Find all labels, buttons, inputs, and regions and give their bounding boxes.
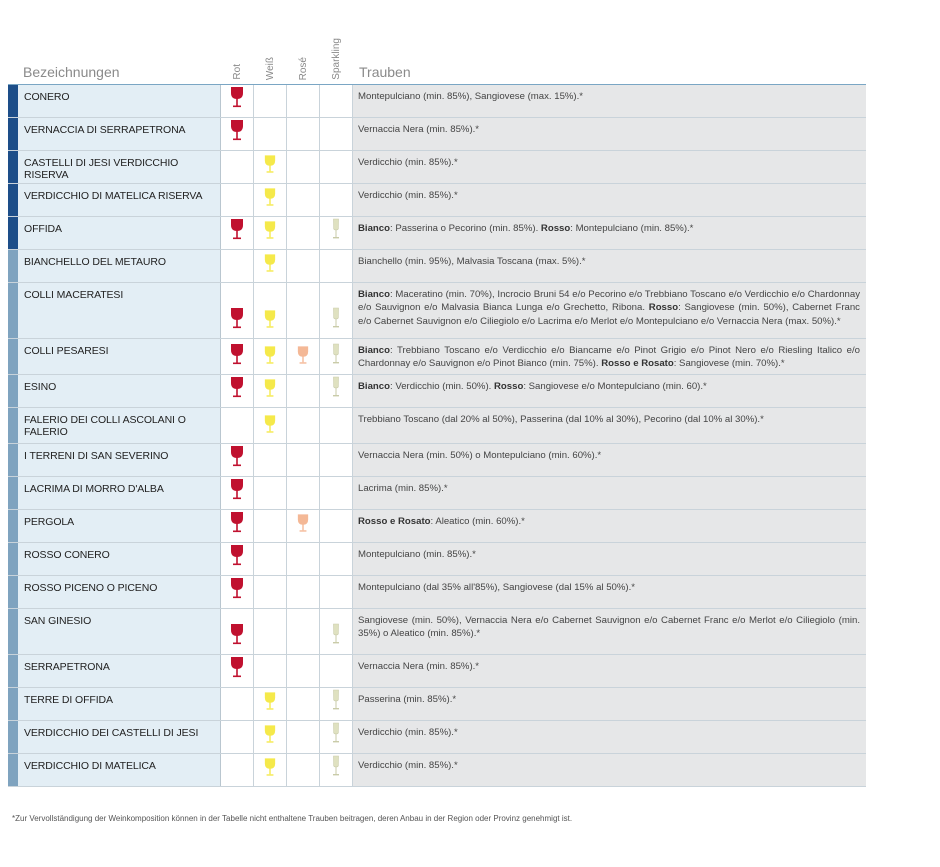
wine-name: PERGOLA <box>18 510 220 542</box>
table-row <box>8 217 866 250</box>
cell-rot <box>220 609 253 654</box>
rose-wine-glass-icon <box>297 513 309 538</box>
cell-rose <box>286 543 319 575</box>
cell-weiss <box>253 375 286 407</box>
rose-wine-glass-icon <box>297 345 309 370</box>
row-stripe <box>8 151 18 183</box>
cell-weiss <box>253 250 286 282</box>
grape-description <box>352 283 866 338</box>
grape-description <box>352 576 866 608</box>
wine-name: VERNACCIA DI SERRAPETRONA <box>18 118 220 150</box>
sparkling-wine-glass-icon <box>331 343 341 370</box>
red-wine-glass-icon <box>230 478 244 505</box>
cell-rose <box>286 754 319 786</box>
cell-sparkling <box>319 754 352 786</box>
table-row <box>8 151 866 184</box>
cell-weiss <box>253 408 286 443</box>
cell-weiss <box>253 576 286 608</box>
row-stripe <box>8 217 18 249</box>
grape-description <box>352 375 866 407</box>
table-row <box>8 339 866 375</box>
table-row <box>8 688 866 721</box>
cell-sparkling <box>319 655 352 687</box>
cell-weiss <box>253 721 286 753</box>
cell-rose <box>286 250 319 282</box>
grape-description <box>352 151 866 183</box>
row-stripe <box>8 339 18 374</box>
cell-sparkling <box>319 283 352 338</box>
grape-text: : Montepulciano (min. 85%).* <box>570 223 694 234</box>
grape-description <box>352 118 866 150</box>
row-stripe <box>8 184 18 216</box>
grape-description <box>352 408 866 443</box>
row-stripe <box>8 543 18 575</box>
row-stripe <box>8 655 18 687</box>
table-row <box>8 655 866 688</box>
white-wine-glass-icon <box>264 345 276 370</box>
cell-sparkling <box>319 721 352 753</box>
cell-rose <box>286 184 319 216</box>
cell-rose <box>286 609 319 654</box>
wine-name: BIANCHELLO DEL METAURO <box>18 250 220 282</box>
cell-rot <box>220 754 253 786</box>
white-wine-glass-icon <box>264 220 276 245</box>
red-wine-glass-icon <box>230 218 244 245</box>
cell-rose <box>286 375 319 407</box>
grape-description <box>352 217 866 249</box>
row-stripe <box>8 721 18 753</box>
grape-description <box>352 543 866 575</box>
row-stripe <box>8 477 18 509</box>
red-wine-glass-icon <box>230 307 244 334</box>
row-stripe <box>8 688 18 720</box>
table-header <box>8 28 866 84</box>
cell-sparkling <box>319 339 352 374</box>
table-row <box>8 375 866 408</box>
sparkling-wine-glass-icon <box>331 218 341 245</box>
table-row <box>8 721 866 754</box>
table-row <box>8 118 866 151</box>
wine-name: CONERO <box>18 85 220 117</box>
red-wine-glass-icon <box>230 119 244 146</box>
table-row <box>8 283 866 339</box>
cell-rot <box>220 339 253 374</box>
row-stripe <box>8 754 18 786</box>
row-stripe <box>8 85 18 117</box>
grape-text: Bianchello (min. 95%), Malvasia Toscana (max. 5%).* <box>358 256 586 267</box>
row-stripe <box>8 576 18 608</box>
wine-name: SAN GINESIO <box>18 609 220 654</box>
wine-name: VERDICCHIO DI MATELICA <box>18 754 220 786</box>
cell-sparkling <box>319 250 352 282</box>
sparkling-wine-glass-icon <box>331 755 341 782</box>
table-row <box>8 250 866 283</box>
red-wine-glass-icon <box>230 343 244 370</box>
header-rose: Rosé <box>298 56 309 80</box>
header-weiss: Weiß <box>265 56 276 80</box>
grape-description <box>352 184 866 216</box>
red-wine-glass-icon <box>230 577 244 604</box>
wine-type-label: Rosso <box>540 223 571 234</box>
grape-text: Verdicchio (min. 85%).* <box>358 727 458 738</box>
wine-name: ROSSO PICENO O PICENO <box>18 576 220 608</box>
cell-weiss <box>253 184 286 216</box>
cell-sparkling <box>319 510 352 542</box>
cell-rot <box>220 543 253 575</box>
grape-text: Verdicchio (min. 85%).* <box>358 760 458 771</box>
cell-weiss <box>253 510 286 542</box>
cell-rot <box>220 118 253 150</box>
cell-rose <box>286 721 319 753</box>
grape-text: Vernaccia Nera (min. 85%).* <box>358 124 480 135</box>
white-wine-glass-icon <box>264 691 276 716</box>
wine-name: LACRIMA DI MORRO D'ALBA <box>18 477 220 509</box>
cell-weiss <box>253 609 286 654</box>
wine-name: CASTELLI DI JESI VERDICCHIO RISERVA <box>18 151 220 183</box>
cell-sparkling <box>319 609 352 654</box>
wine-name: COLLI PESARESI <box>18 339 220 374</box>
grape-text: Montepulciano (min. 85%), Sangiovese (max. 15%).* <box>358 91 584 102</box>
header-bezeichnungen: Bezeichnungen <box>23 64 120 80</box>
grape-text: Vernaccia Nera (min. 50%) o Montepulciano (min. 60%).* <box>358 450 602 461</box>
grape-description <box>352 250 866 282</box>
cell-weiss <box>253 217 286 249</box>
grape-description <box>352 609 866 654</box>
cell-sparkling <box>319 217 352 249</box>
table-row <box>8 477 866 510</box>
grape-description <box>352 688 866 720</box>
wine-type-label: Bianco <box>358 345 390 356</box>
white-wine-glass-icon <box>264 757 276 782</box>
grape-description <box>352 721 866 753</box>
cell-sparkling <box>319 477 352 509</box>
grape-description <box>352 339 866 374</box>
cell-weiss <box>253 477 286 509</box>
grape-description <box>352 754 866 786</box>
table-row <box>8 408 866 444</box>
cell-rot <box>220 655 253 687</box>
cell-weiss <box>253 151 286 183</box>
sparkling-wine-glass-icon <box>331 307 341 334</box>
cell-sparkling <box>319 118 352 150</box>
cell-weiss <box>253 444 286 476</box>
cell-weiss <box>253 85 286 117</box>
grape-text: Montepulciano (min. 85%).* <box>358 549 476 560</box>
grape-text: Lacrima (min. 85%).* <box>358 483 448 494</box>
sparkling-wine-glass-icon <box>331 623 341 650</box>
cell-rot <box>220 375 253 407</box>
cell-sparkling <box>319 543 352 575</box>
grape-text: Trebbiano Toscano (dal 20% al 50%), Passerina (dal 10% al 30%), Pecorino (dal 10% al 30%).* <box>358 414 764 425</box>
table-row <box>8 754 866 787</box>
row-stripe <box>8 250 18 282</box>
white-wine-glass-icon <box>264 309 276 334</box>
cell-rose <box>286 151 319 183</box>
row-stripe <box>8 118 18 150</box>
grape-text: : Maceratino (min. 70%), Incrocio Bruni 54 e/o Pecorino e/o Trebbiano Toscano e/o Verdicchio e/o Chardonnay e/o Sauvignon e/o Malvasia Bianca Lunga e/o Grechetto, Ribona. <box>358 289 860 314</box>
cell-rose <box>286 444 319 476</box>
cell-rot <box>220 184 253 216</box>
grape-text: : Sangiovese (min. 50%), Cabernet Franc e/o Cabernet Sauvignon e/o Ciliegiolo e/o Lacrima e/o Merlot e/o Montepulciano e/o Vernaccia Nera (max. 50%).* <box>358 302 860 327</box>
wine-type-label: Bianco <box>358 381 390 392</box>
cell-rot <box>220 576 253 608</box>
wine-name: OFFIDA <box>18 217 220 249</box>
wine-type-label: Rosso <box>493 381 524 392</box>
cell-weiss <box>253 688 286 720</box>
white-wine-glass-icon <box>264 378 276 403</box>
header-trauben: Trauben <box>359 64 411 80</box>
wine-name: VERDICCHIO DEI CASTELLI DI JESI <box>18 721 220 753</box>
cell-rose <box>286 118 319 150</box>
cell-rose <box>286 655 319 687</box>
wine-name: VERDICCHIO DI MATELICA RISERVA <box>18 184 220 216</box>
grape-text: : Verdicchio (min. 50%). <box>390 381 494 392</box>
grape-description <box>352 477 866 509</box>
table-row <box>8 444 866 477</box>
wine-type-label: Bianco <box>358 223 390 234</box>
cell-sparkling <box>319 688 352 720</box>
cell-rot <box>220 444 253 476</box>
red-wine-glass-icon <box>230 376 244 403</box>
row-stripe <box>8 609 18 654</box>
cell-rot <box>220 408 253 443</box>
cell-rot <box>220 85 253 117</box>
cell-rose <box>286 477 319 509</box>
table-row <box>8 543 866 576</box>
grape-text: : Sangiovese (min. 70%).* <box>673 358 785 370</box>
wine-name: I TERRENI DI SAN SEVERINO <box>18 444 220 476</box>
white-wine-glass-icon <box>264 414 276 439</box>
wine-name: SERRAPETRONA <box>18 655 220 687</box>
red-wine-glass-icon <box>230 623 244 650</box>
white-wine-glass-icon <box>264 154 276 179</box>
white-wine-glass-icon <box>264 724 276 749</box>
cell-sparkling <box>319 184 352 216</box>
wine-type-label: Rosso e Rosato <box>358 516 431 527</box>
wine-name: COLLI MACERATESI <box>18 283 220 338</box>
cell-weiss <box>253 655 286 687</box>
wine-name: TERRE DI OFFIDA <box>18 688 220 720</box>
grape-text: : Trebbiano Toscano e/o Verdicchio e/o Biancame e/o Pinot Grigio e/o Pinot Nero e/o Riesling Italico e/o Chardonnay e/o Sauvignon e/o Pinot Bianco (min. 75%). <box>358 345 860 370</box>
footnote: *Zur Vervollständigung der Weinkomposition können in der Tabelle nicht enthaltene Trauben beitragen, deren Anbau in der Region oder Provinz genehmigt ist. <box>12 814 573 823</box>
red-wine-glass-icon <box>230 656 244 683</box>
red-wine-glass-icon <box>230 544 244 571</box>
cell-weiss <box>253 339 286 374</box>
cell-rose <box>286 339 319 374</box>
grape-text: : Sangiovese e/o Montepulciano (min. 60).* <box>523 381 707 392</box>
cell-rose <box>286 283 319 338</box>
row-stripe <box>8 510 18 542</box>
grape-description <box>352 510 866 542</box>
grape-description <box>352 85 866 117</box>
wine-name: FALERIO DEI COLLI ASCOLANI O FALERIO <box>18 408 220 443</box>
sparkling-wine-glass-icon <box>331 689 341 716</box>
grape-text: Sangiovese (min. 50%), Vernaccia Nera e/o Cabernet Sauvignon e/o Cabernet Franc e/o Merlot e/o Ciliegiolo (min. 35%) o Aleatico (min. 85%).* <box>358 615 860 640</box>
row-stripe <box>8 283 18 338</box>
red-wine-glass-icon <box>230 445 244 472</box>
grape-text: : Passerina o Pecorino (min. 85%). <box>390 223 541 234</box>
header-rot: Rot <box>232 64 243 80</box>
cell-weiss <box>253 543 286 575</box>
cell-rose <box>286 510 319 542</box>
cell-weiss <box>253 754 286 786</box>
wine-type-label: Rosso e Rosato <box>601 358 674 370</box>
cell-weiss <box>253 283 286 338</box>
grape-text: Verdicchio (min. 85%).* <box>358 190 458 201</box>
grape-text: Vernaccia Nera (min. 85%).* <box>358 661 480 672</box>
cell-rot <box>220 477 253 509</box>
cell-sparkling <box>319 85 352 117</box>
table-row <box>8 576 866 609</box>
cell-sparkling <box>319 151 352 183</box>
grape-text: Verdicchio (min. 85%).* <box>358 157 458 168</box>
wine-name: ESINO <box>18 375 220 407</box>
cell-rot <box>220 151 253 183</box>
cell-sparkling <box>319 375 352 407</box>
white-wine-glass-icon <box>264 253 276 278</box>
cell-rose <box>286 217 319 249</box>
red-wine-glass-icon <box>230 86 244 113</box>
cell-rot <box>220 721 253 753</box>
sparkling-wine-glass-icon <box>331 722 341 749</box>
cell-rot <box>220 250 253 282</box>
cell-rot <box>220 283 253 338</box>
row-stripe <box>8 408 18 443</box>
cell-sparkling <box>319 576 352 608</box>
grape-description <box>352 655 866 687</box>
cell-sparkling <box>319 408 352 443</box>
grape-description <box>352 444 866 476</box>
grape-text: Passerina (min. 85%).* <box>358 694 457 705</box>
cell-rot <box>220 688 253 720</box>
row-stripe <box>8 444 18 476</box>
cell-rot <box>220 217 253 249</box>
cell-rose <box>286 576 319 608</box>
row-stripe <box>8 375 18 407</box>
grape-text: : Aleatico (min. 60%).* <box>430 516 525 527</box>
sparkling-wine-glass-icon <box>331 376 341 403</box>
header-sparkling: Sparkling <box>331 38 342 80</box>
cell-rose <box>286 688 319 720</box>
cell-weiss <box>253 118 286 150</box>
table-row <box>8 85 866 118</box>
wine-table <box>8 85 866 787</box>
red-wine-glass-icon <box>230 511 244 538</box>
cell-sparkling <box>319 444 352 476</box>
table-row <box>8 184 866 217</box>
white-wine-glass-icon <box>264 187 276 212</box>
cell-rose <box>286 408 319 443</box>
grape-text: Montepulciano (dal 35% all'85%), Sangiovese (dal 15% al 50%).* <box>358 582 636 593</box>
wine-type-label: Bianco <box>358 289 390 300</box>
wine-type-label: Rosso <box>648 302 679 314</box>
cell-rot <box>220 510 253 542</box>
table-row <box>8 510 866 543</box>
wine-name: ROSSO CONERO <box>18 543 220 575</box>
table-row <box>8 609 866 655</box>
cell-rose <box>286 85 319 117</box>
